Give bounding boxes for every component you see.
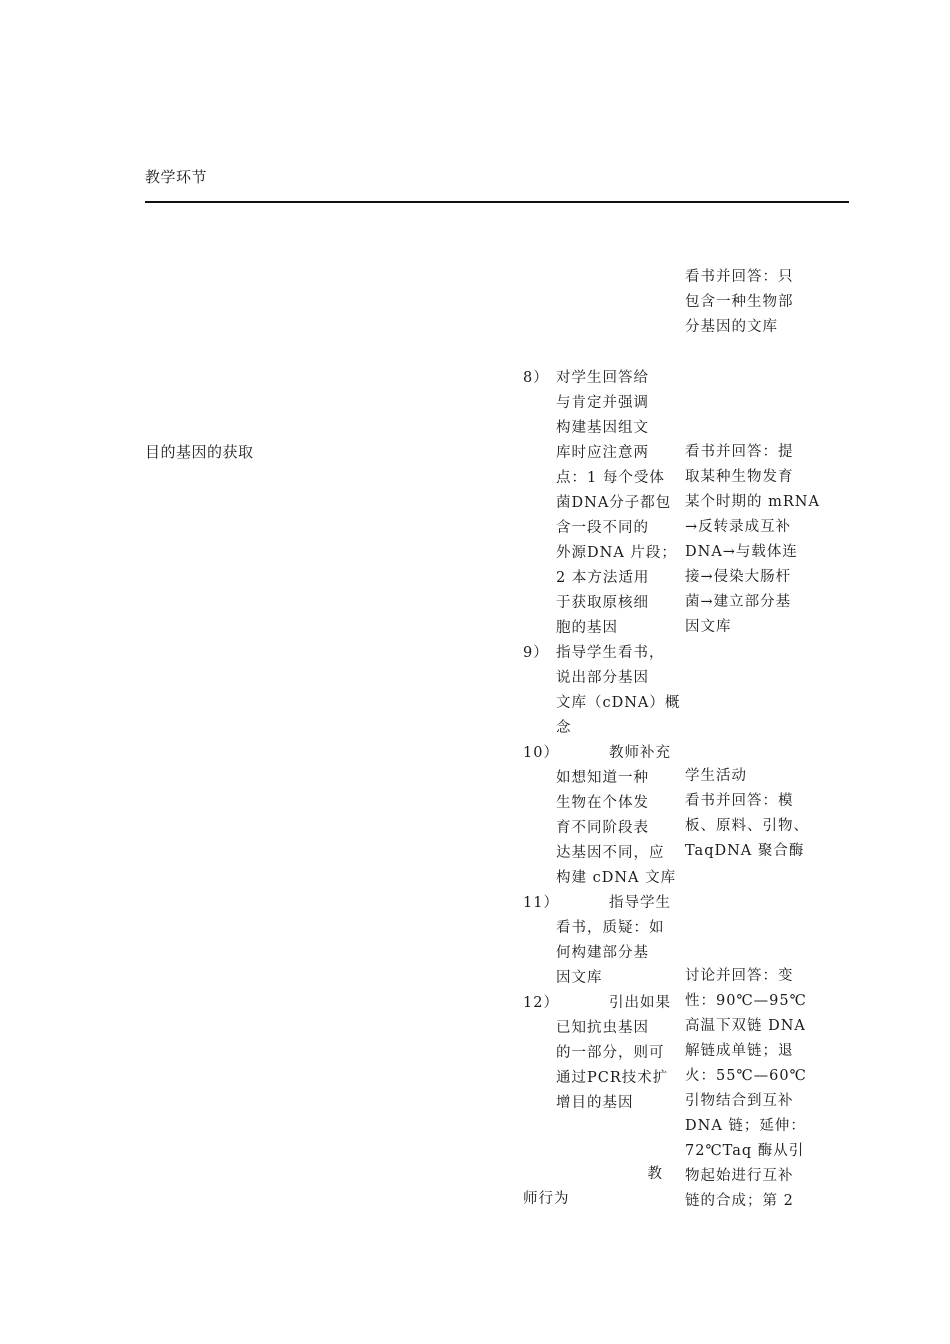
item-number: 9） <box>523 645 549 661</box>
text-line: 看书，质疑：如 <box>556 920 665 936</box>
text-line: 菌DNA分子都包 <box>556 495 672 511</box>
text-line: 构建基因组文 <box>556 420 649 436</box>
text-line: 与肯定并强调 <box>556 395 649 411</box>
item-text <box>556 366 677 641</box>
teacher-item-9 <box>523 641 681 741</box>
text-line: 于获取原核细 <box>556 595 649 611</box>
text-line: 生物在个体发 <box>556 795 649 811</box>
text-line: 育不同阶段表 <box>556 820 649 836</box>
table-header-label: 教学环节 <box>145 168 208 186</box>
text-line: 如想知道一种 <box>556 770 649 786</box>
text-line: 包含一种生物部 <box>685 294 794 310</box>
student-response-1 <box>685 265 811 340</box>
item-indent <box>523 916 556 991</box>
text-line: →反转录成互补 <box>685 519 792 535</box>
text-line: TaqDNA 聚合酶 <box>685 843 805 859</box>
text-line: 讨论并回答：变 <box>685 968 794 984</box>
text-line: 看书并回答：只 <box>685 269 794 285</box>
teacher-item-10 <box>523 741 671 766</box>
item-text <box>556 1016 671 1116</box>
text-line: 72℃Taq 酶从引 <box>685 1143 805 1159</box>
text-line: 说出部分基因 <box>556 670 649 686</box>
text-line: DNA→与载体连 <box>685 544 798 560</box>
text-line: 对学生回答给 <box>556 370 649 386</box>
text-line: 高温下双链 DNA <box>685 1018 806 1034</box>
teacher-item-12-body <box>523 1016 671 1116</box>
text-line: 因文库 <box>685 619 732 635</box>
item-number: 11） <box>523 895 559 911</box>
text-line: 菌→建立部分基 <box>685 594 792 610</box>
text-line: 师行为 <box>523 1191 570 1207</box>
text-line: 解链成单链；退 <box>685 1043 794 1059</box>
item-text <box>556 641 681 741</box>
text-line: 某个时期的 mRNA <box>685 494 820 510</box>
section-topic: 目的基因的获取 <box>145 443 254 461</box>
item-indent <box>523 1016 556 1116</box>
teacher-item-12 <box>523 991 671 1016</box>
text-line: 接→侵染大肠杆 <box>685 569 792 585</box>
text-line: 胞的基因 <box>556 620 618 636</box>
teacher-item-11 <box>523 891 671 916</box>
text-line: 取某种生物发育 <box>685 469 794 485</box>
item-number: 8） <box>523 370 549 386</box>
text-line: 念 <box>556 720 572 736</box>
item-text <box>556 916 671 991</box>
text-line: DNA 链；延伸： <box>685 1118 806 1134</box>
text-line: 2 本方法适用 <box>556 570 650 586</box>
student-response-2 <box>685 440 820 640</box>
student-response-4 <box>685 964 811 1214</box>
text-line: 通过PCR技术扩 <box>556 1070 669 1086</box>
text-line: 增目的基因 <box>556 1095 634 1111</box>
text-line: 性：90℃—95℃ <box>685 993 807 1009</box>
teacher-column <box>523 366 681 1116</box>
item-text <box>556 766 677 891</box>
text-line: 看书并回答：模 <box>685 793 794 809</box>
text-line: 文库（cDNA）概 <box>556 695 681 711</box>
text-line: 因文库 <box>556 970 603 986</box>
text-line: 分基因的文库 <box>685 319 778 335</box>
text-line: 已知抗虫基因 <box>556 1020 649 1036</box>
header-rule <box>145 201 849 203</box>
item-indent <box>523 766 556 891</box>
student-response-3 <box>685 764 811 864</box>
text-line: 含一段不同的 <box>556 520 649 536</box>
text-line: 火：55℃—60℃ <box>685 1068 807 1084</box>
text-line: 教 <box>647 1166 663 1182</box>
text-line: 的一部分，则可 <box>556 1045 665 1061</box>
text-line: 教师补充 <box>609 745 671 761</box>
item-number: 12） <box>523 995 559 1011</box>
text-line: 引出如果 <box>609 995 671 1011</box>
text-line: 引物结合到互补 <box>685 1093 794 1109</box>
item-text <box>556 891 671 916</box>
text-line: 板、原料、引物、 <box>685 818 809 834</box>
teacher-column-heading <box>523 1162 663 1212</box>
text-line: 外源DNA 片段； <box>556 545 677 561</box>
student-activity-heading: 学生活动 <box>685 768 747 784</box>
teacher-item-11-body <box>523 916 671 991</box>
text-line: 达基因不同，应 <box>556 845 665 861</box>
teacher-item-8 <box>523 366 677 641</box>
item-text <box>556 991 671 1016</box>
text-line: 物起始进行互补 <box>685 1168 794 1184</box>
text-line: 构建 cDNA 文库 <box>556 870 677 886</box>
item-number: 10） <box>523 745 559 761</box>
text-line: 何构建部分基 <box>556 945 649 961</box>
text-line: 库时应注意两 <box>556 445 649 461</box>
text-line: 点：1 每个受体 <box>556 470 665 486</box>
text-line: 指导学生看书， <box>556 645 665 661</box>
text-line: 看书并回答：提 <box>685 444 794 460</box>
text-line: 链的合成；第 2 <box>685 1193 794 1209</box>
teacher-item-10-body <box>523 766 677 891</box>
text-line: 指导学生 <box>609 895 671 911</box>
item-text <box>556 741 671 766</box>
